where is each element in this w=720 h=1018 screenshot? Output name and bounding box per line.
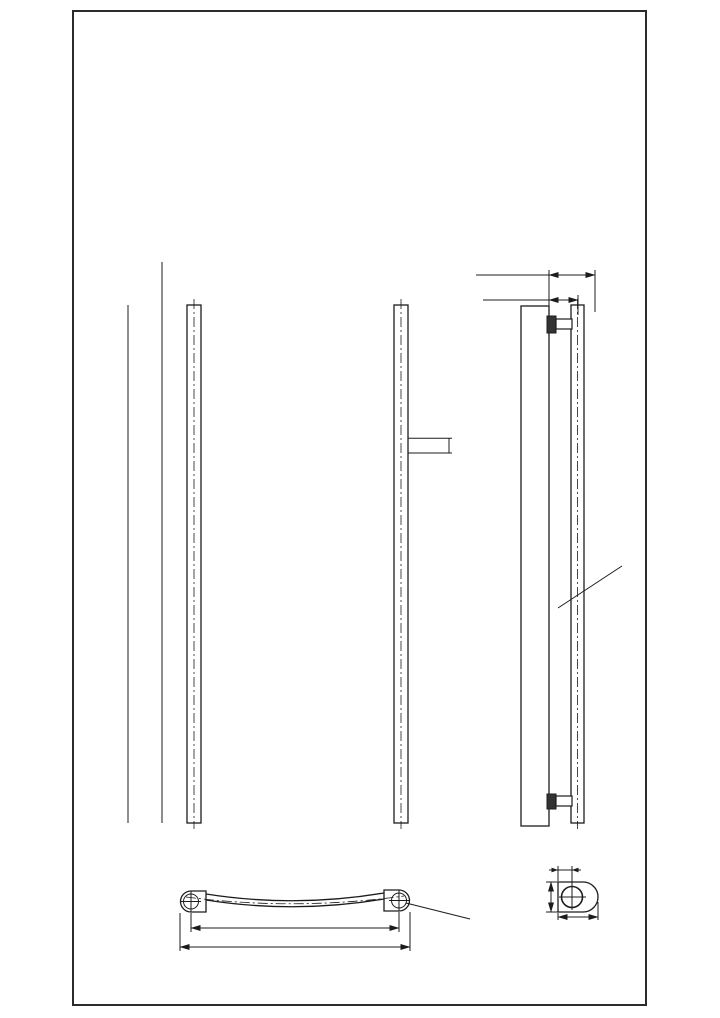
wall bbox=[521, 306, 549, 826]
bottom-wall-bracket bbox=[547, 794, 572, 809]
detail-offset-dim bbox=[549, 866, 581, 886]
detail-height-dim bbox=[546, 882, 558, 912]
bottom-view bbox=[180, 890, 470, 951]
tube-pitch-callout bbox=[408, 438, 452, 453]
curved-tube-centerline bbox=[186, 896, 404, 904]
curved-tube-top-edge bbox=[206, 893, 384, 901]
side-view bbox=[476, 270, 622, 829]
detail-view bbox=[546, 866, 598, 920]
center-distance-dim bbox=[191, 912, 399, 932]
top-wall-bracket bbox=[547, 316, 572, 333]
tube-diameter-callout bbox=[558, 566, 622, 608]
right-fitting bbox=[384, 890, 410, 911]
front-view bbox=[128, 262, 452, 829]
overall-width-dim bbox=[180, 912, 410, 951]
left-fitting bbox=[181, 891, 206, 912]
connection-callout bbox=[406, 903, 470, 919]
